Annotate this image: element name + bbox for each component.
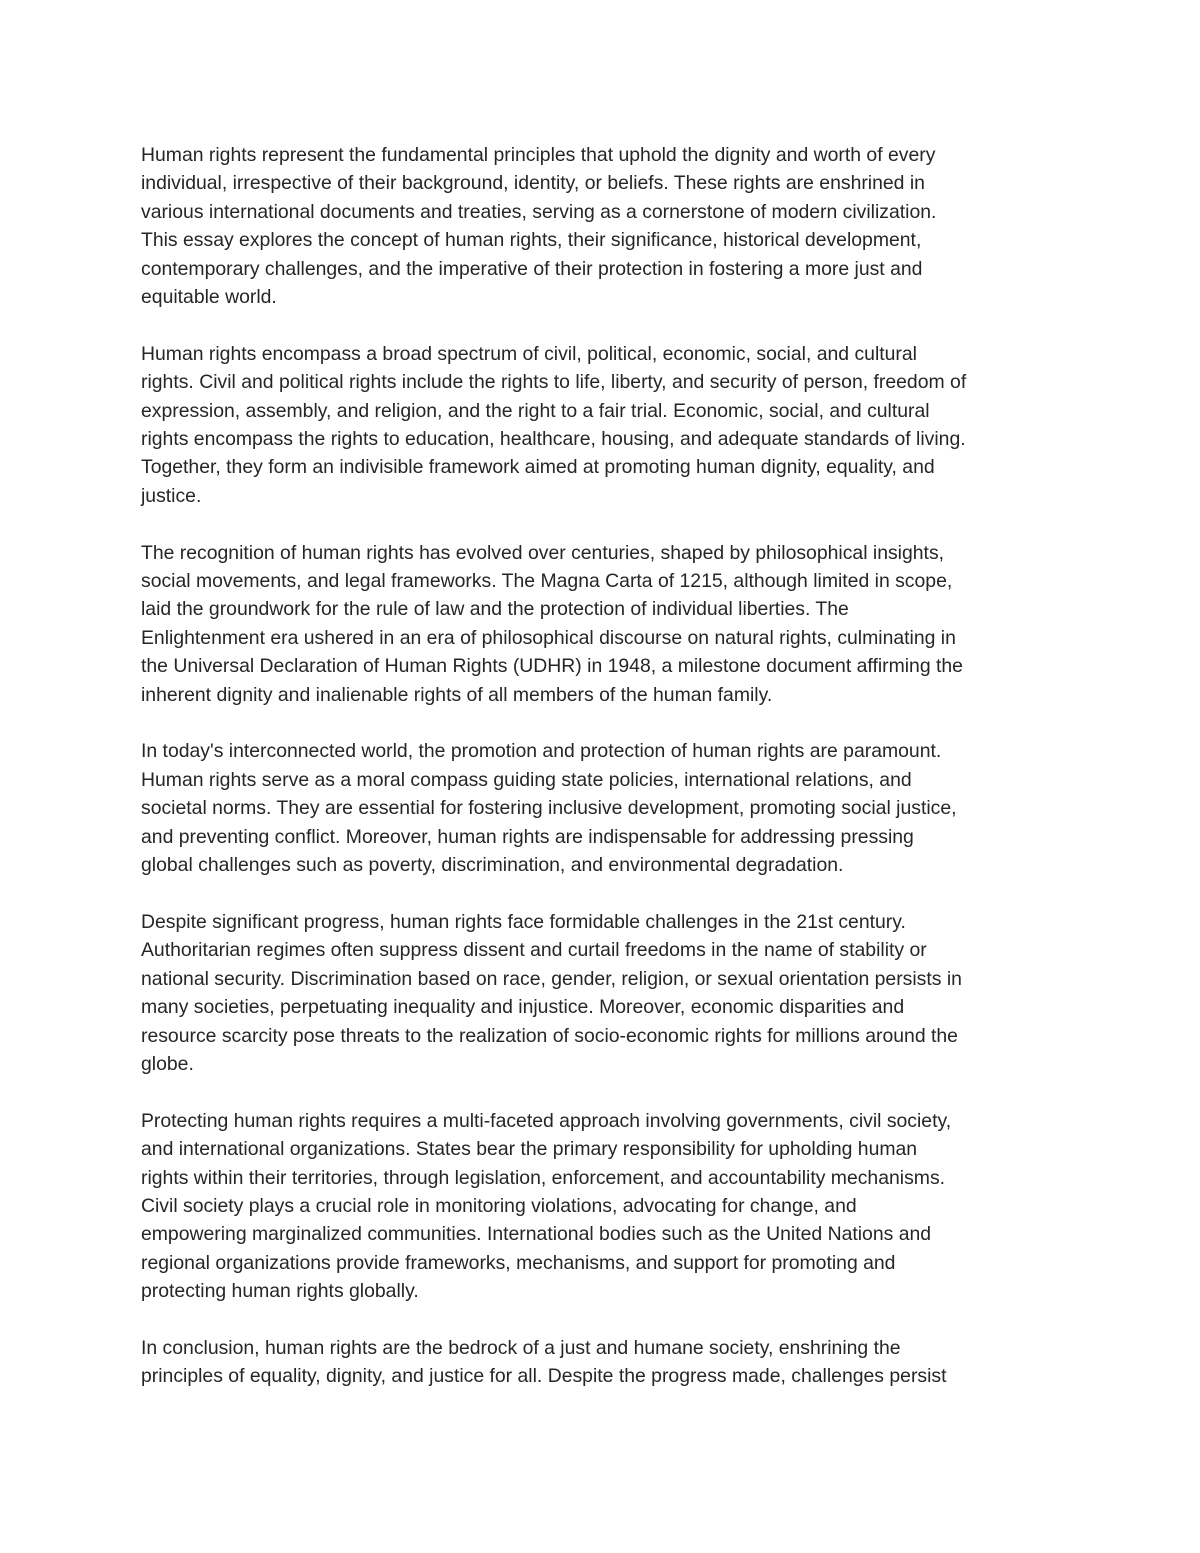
text-line: inherent dignity and inalienable rights of all members of the human family. (141, 683, 773, 706)
paragraph-conclusion (141, 1334, 1071, 1391)
text-line: principles of equality, dignity, and justice for all. Despite the progress made, challenges persist (141, 1365, 947, 1388)
text-line: national security. Discrimination based on race, gender, religion, or sexual orientation persists in (141, 967, 962, 990)
text-line: rights. Civil and political rights include the rights to life, liberty, and security of person, freedom of (141, 371, 967, 394)
text-line: Authoritarian regimes often suppress dissent and curtail freedoms in the name of stability or (141, 939, 927, 962)
text-line: rights within their territories, through legislation, enforcement, and accountability mechanisms. (141, 1166, 946, 1189)
text-line: laid the groundwork for the rule of law and the protection of individual liberties. The (141, 598, 849, 621)
text-line: resource scarcity pose threats to the realization of socio-economic rights for millions around the (141, 1024, 958, 1047)
text-line: the Universal Declaration of Human Rights (UDHR) in 1948, a milestone document affirming the (141, 655, 963, 678)
essay-body (141, 141, 1071, 1419)
paragraph-history (141, 539, 1071, 709)
paragraph-protection (141, 1107, 1071, 1306)
text-line: individual, irrespective of their background, identity, or beliefs. These rights are enshrined in (141, 172, 925, 195)
text-line: rights encompass the rights to education, healthcare, housing, and adequate standards of living. (141, 428, 966, 451)
text-line: societal norms. They are essential for fostering inclusive development, promoting social justice, (141, 797, 957, 820)
text-line: Despite significant progress, human rights face formidable challenges in the 21st century. (141, 910, 906, 933)
text-line: protecting human rights globally. (141, 1280, 419, 1303)
text-line: Protecting human rights requires a multi-faceted approach involving governments, civil society, (141, 1109, 952, 1132)
text-line: empowering marginalized communities. International bodies such as the United Nations and (141, 1223, 932, 1246)
text-line: In today's interconnected world, the promotion and protection of human rights are paramount. (141, 740, 942, 763)
paragraph-introduction (141, 141, 1071, 311)
text-line: regional organizations provide frameworks, mechanisms, and support for promoting and (141, 1251, 896, 1274)
text-line: equitable world. (141, 286, 277, 309)
text-line: Civil society plays a crucial role in monitoring violations, advocating for change, and (141, 1194, 857, 1217)
text-line: Enlightenment era ushered in an era of philosophical discourse on natural rights, culminating in (141, 626, 956, 649)
text-line: justice. (141, 484, 202, 507)
text-line: This essay explores the concept of human rights, their significance, historical development, (141, 229, 922, 252)
paragraph-spectrum (141, 340, 1071, 510)
text-line: and preventing conflict. Moreover, human rights are indispensable for addressing pressing (141, 825, 914, 848)
text-line: and international organizations. States bear the primary responsibility for upholding human (141, 1138, 918, 1161)
text-line: Human rights encompass a broad spectrum of civil, political, economic, social, and cultural (141, 342, 917, 365)
paragraph-significance (141, 737, 1071, 879)
text-line: social movements, and legal frameworks. The Magna Carta of 1215, although limited in scope, (141, 570, 953, 593)
paragraph-challenges (141, 908, 1071, 1078)
text-line: In conclusion, human rights are the bedrock of a just and humane society, enshrining the (141, 1336, 901, 1359)
text-line: Together, they form an indivisible framework aimed at promoting human dignity, equality, and (141, 456, 935, 479)
text-line: many societies, perpetuating inequality and injustice. Moreover, economic disparities and (141, 996, 905, 1019)
text-line: globe. (141, 1052, 194, 1075)
text-line: expression, assembly, and religion, and the right to a fair trial. Economic, social, and cultural (141, 399, 930, 422)
text-line: Human rights serve as a moral compass guiding state policies, international relations, and (141, 768, 912, 791)
text-line: global challenges such as poverty, discrimination, and environmental degradation. (141, 854, 844, 877)
text-line: Human rights represent the fundamental principles that uphold the dignity and worth of every (141, 144, 936, 166)
text-line: The recognition of human rights has evolved over centuries, shaped by philosophical insights, (141, 541, 945, 564)
text-line: contemporary challenges, and the imperative of their protection in fostering a more just and (141, 257, 923, 280)
text-line: various international documents and treaties, serving as a cornerstone of modern civilization. (141, 200, 937, 223)
